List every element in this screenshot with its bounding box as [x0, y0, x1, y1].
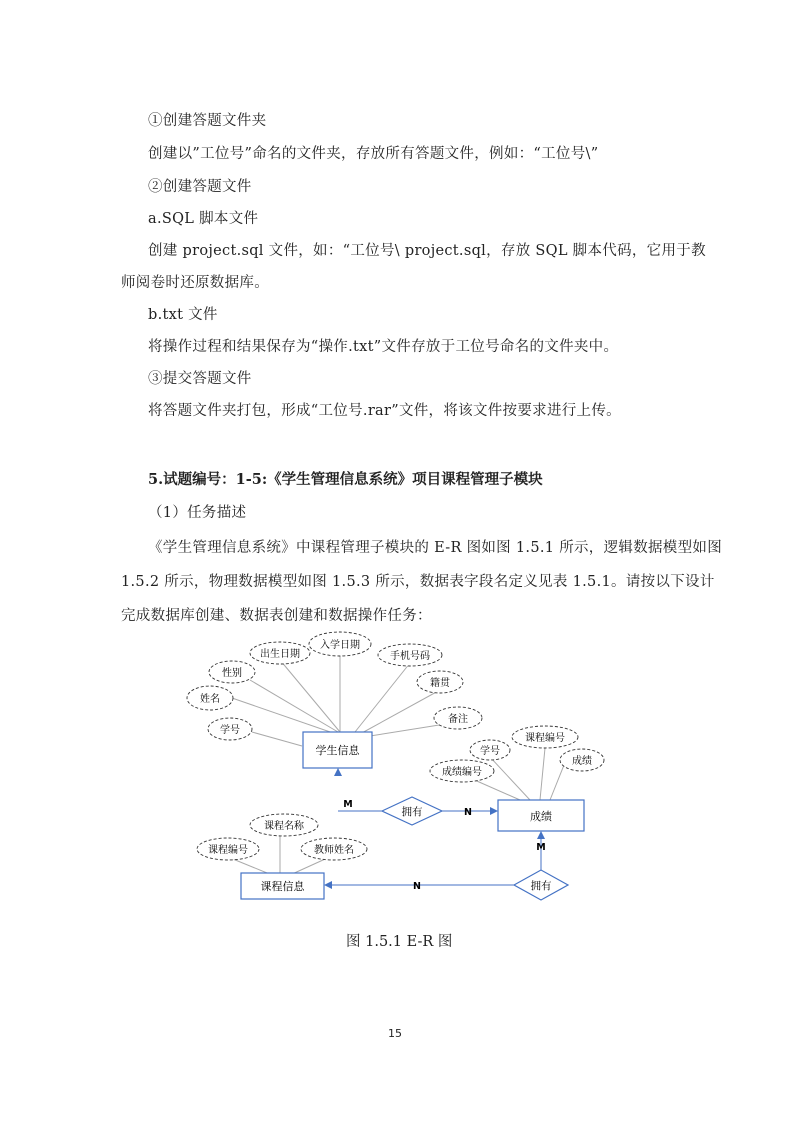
- cardinality-m-2: M: [536, 842, 546, 853]
- attr-name: 姓名: [200, 694, 220, 705]
- paragraph-sql-desc-cont: 师阅卷时还原数据库。: [121, 275, 269, 291]
- attr-remark: 备注: [448, 714, 468, 725]
- figure-caption: 图 1.5.1 E-R 图: [346, 934, 453, 950]
- attr-grade-id: 成绩编号: [442, 767, 482, 778]
- paragraph-create-folder-desc: 创建以”工位号”命名的文件夹，存放所有答题文件，例如：“工位号\”: [148, 146, 599, 162]
- paragraph-submit-step: ③提交答题文件: [148, 371, 252, 387]
- attr-hometown: 籍贯: [430, 678, 450, 689]
- cardinality-n-2: N: [413, 881, 421, 892]
- cardinality-n-1: N: [464, 807, 472, 818]
- attr-teacher-name: 教师姓名: [314, 845, 354, 856]
- page-number: 15: [388, 1027, 402, 1040]
- paragraph-task-desc-2: 1.5.2 所示，物理数据模型如图 1.5.3 所示，数据表字段名定义见表 1.5.1。请按以下设计: [121, 574, 715, 590]
- attr-birth-date: 出生日期: [260, 649, 300, 660]
- attr-student-id: 学号: [220, 725, 240, 736]
- relation-2-label: 拥有: [530, 880, 552, 892]
- attr-grade-course-id: 课程编号: [525, 733, 565, 744]
- paragraph-txt-desc: 将操作过程和结果保存为“操作.txt”文件存放于工位号命名的文件夹中。: [148, 339, 619, 355]
- attr-gender: 性别: [222, 668, 242, 679]
- attr-course-id: 课程编号: [208, 845, 248, 856]
- relation-1-label: 拥有: [401, 806, 423, 818]
- paragraph-task-desc-3: 完成数据库创建、数据表创建和数据操作任务：: [121, 608, 432, 624]
- paragraph-submit-desc: 将答题文件夹打包，形成“工位号.rar”文件，将该文件按要求进行上传。: [148, 403, 621, 419]
- paragraph-txt-file: b.txt 文件: [148, 307, 218, 323]
- paragraph-sql-desc: 创建 project.sql 文件，如：“工位号\ project.sql，存放 SQL 脚本代码，它用于教: [148, 243, 706, 259]
- attr-grade-score: 成绩: [572, 756, 592, 767]
- entity-course-label: 课程信息: [260, 880, 305, 893]
- paragraph-sql-file: a.SQL 脚本文件: [148, 211, 259, 227]
- paragraph-task-desc-1: 《学生管理信息系统》中课程管理子模块的 E-R 图如图 1.5.1 所示，逻辑数据模型如图: [148, 540, 722, 556]
- attr-enroll-date: 入学日期: [320, 640, 360, 651]
- entity-grade-label: 成绩: [530, 810, 552, 823]
- cardinality-m-1: M: [343, 799, 353, 810]
- attr-course-name: 课程名称: [264, 821, 304, 832]
- entity-student-label: 学生信息: [315, 744, 360, 757]
- paragraph-create-files-step: ②创建答题文件: [148, 179, 252, 195]
- paragraph-task-title: （1）任务描述: [148, 505, 247, 521]
- paragraph-create-folder-step: ①创建答题文件夹: [148, 113, 267, 129]
- section-heading: 5.试题编号：1-5:《学生管理信息系统》项目课程管理子模块: [148, 471, 543, 488]
- attr-phone: 手机号码: [390, 651, 430, 662]
- attr-grade-student-id: 学号: [480, 746, 500, 757]
